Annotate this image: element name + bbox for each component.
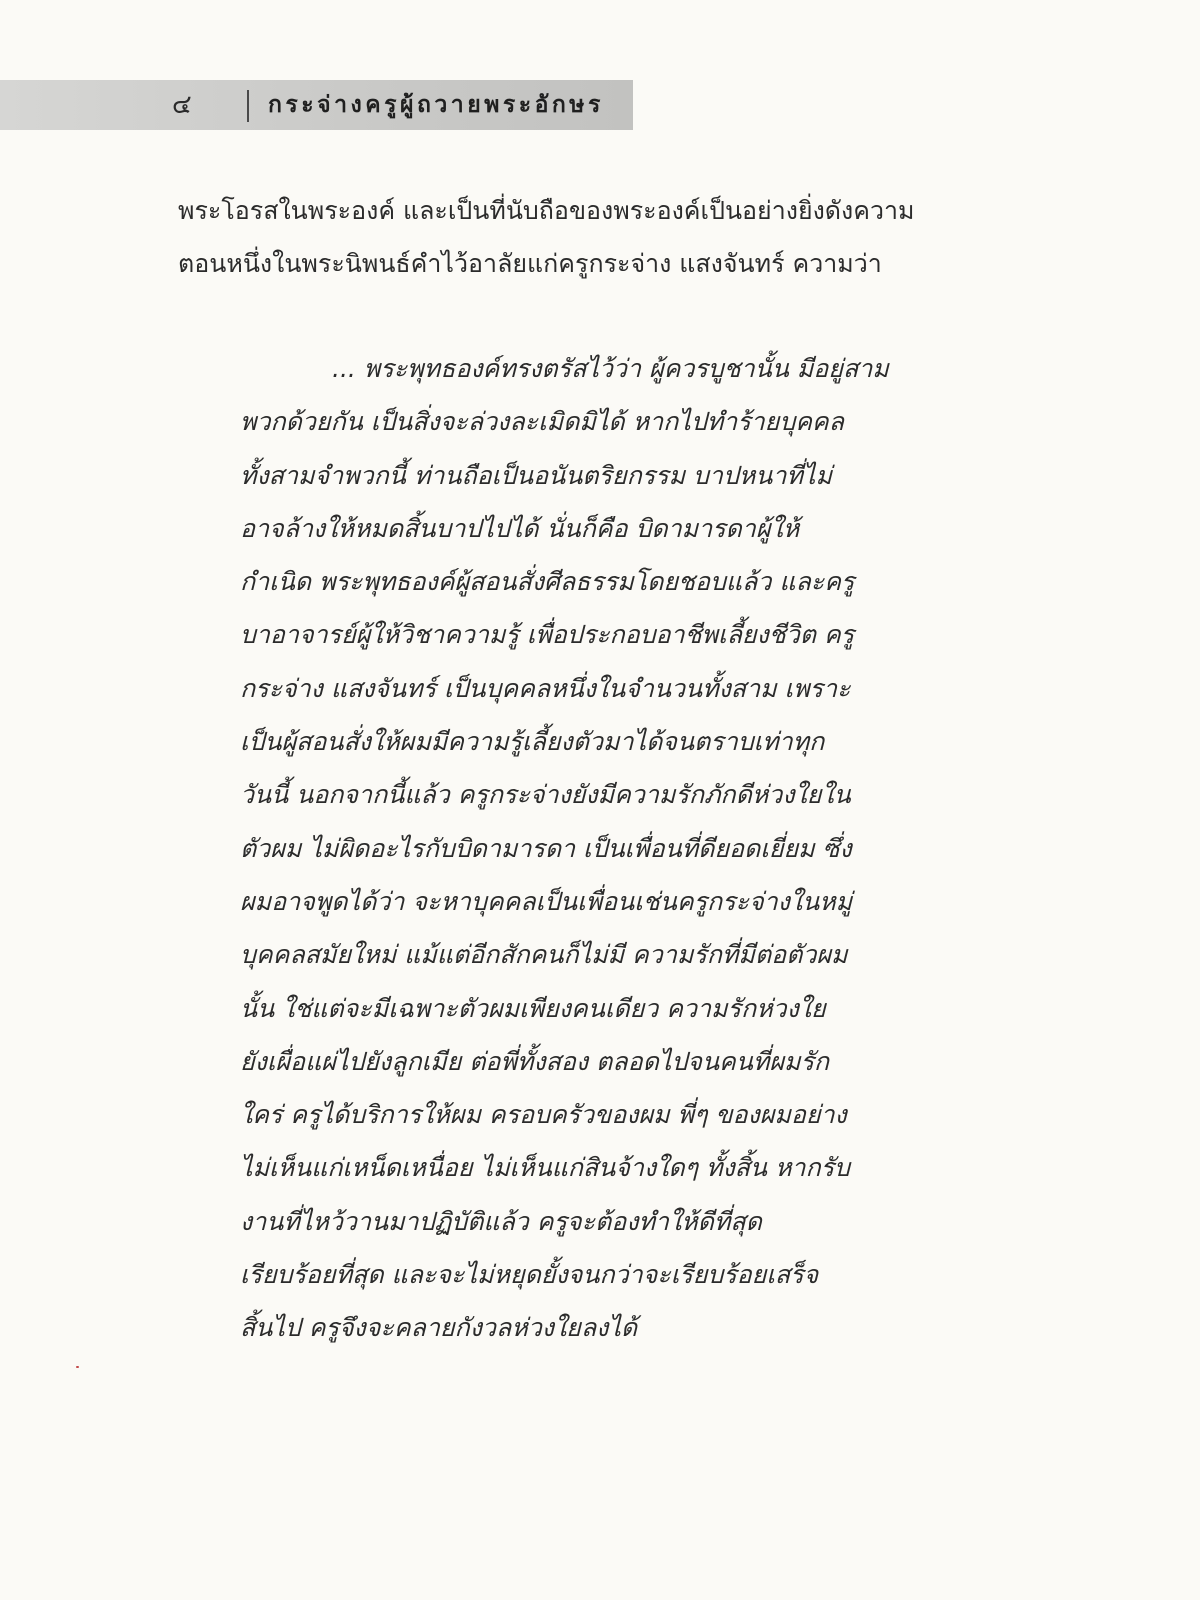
quote-line: สิ้นไป ครูจึงจะคลายกังวลห่วงใยลงได้ <box>240 1313 638 1343</box>
running-title: กระจ่างครูผู้ถวายพระอักษร <box>268 92 604 118</box>
quote-line: กำเนิด พระพุทธองค์ผู้สอนสั่งศีลธรรมโดยชอบแล้ว และครู <box>240 567 855 597</box>
quote-line: ผมอาจพูดได้ว่า จะหาบุคคลเป็นเพื่อนเช่นครูกระจ่างในหมู่ <box>240 886 853 916</box>
intro-line: ตอนหนึ่งในพระนิพนธ์คำไว้อาลัยแก่ครูกระจ่าง แสงจันทร์ ความว่า <box>178 249 882 278</box>
quoted-passage <box>240 342 1040 1355</box>
quote-line: พวกด้วยกัน เป็นสิ่งจะล่วงละเมิดมิได้ หากไปทำร้ายบุคคล <box>240 407 844 437</box>
quote-line: บุคคลสมัยใหม่ แม้แต่อีกสักคนก็ไม่มี ความรักที่มีต่อตัวผม <box>240 940 848 970</box>
running-header <box>0 80 633 130</box>
intro-paragraph <box>178 184 1078 290</box>
quote-line: ทั้งสามจำพวกนี้ ท่านถือเป็นอนันตริยกรรม บาปหนาที่ไม่ <box>240 460 832 490</box>
quote-line: ตัวผม ไม่ผิดอะไรกับบิดามารดา เป็นเพื่อนที่ดียอดเยี่ยม ซึ่ง <box>240 833 852 863</box>
quote-line: อาจล้างให้หมดสิ้นบาปไปได้ นั่นก็คือ บิดามารดาผู้ให้ <box>240 513 800 543</box>
quote-line: ไม่เห็นแก่เหน็ดเหนื่อย ไม่เห็นแก่สินจ้างใดๆ ทั้งสิ้น หากรับ <box>240 1153 850 1183</box>
quote-line: เรียบร้อยที่สุด และจะไม่หยุดยั้งจนกว่าจะเรียบร้อยเสร็จ <box>240 1260 819 1290</box>
header-divider <box>247 90 249 122</box>
quote-line: นั้น ใช่แต่จะมีเฉพาะตัวผมเพียงคนเดียว ความรักห่วงใย <box>240 993 826 1023</box>
quote-line: กระจ่าง แสงจันทร์ เป็นบุคคลหนึ่งในจำนวนทั้งสาม เพราะ <box>240 673 851 703</box>
quote-line: วันนี้ นอกจากนี้แล้ว ครูกระจ่างยังมีความรักภักดีห่วงใยใน <box>240 780 851 810</box>
quote-line: บาอาจารย์ผู้ให้วิชาความรู้ เพื่อประกอบอาชีพเลี้ยงชีวิต ครู <box>240 620 855 650</box>
quote-line: งานที่ไหว้วานมาปฏิบัติแล้ว ครูจะต้องทำให้ดีที่สุด <box>240 1206 762 1236</box>
quote-line: ... พระพุทธองค์ทรงตรัสไว้ว่า ผู้ควรบูชานั้น มีอยู่สาม <box>332 354 889 383</box>
print-speck <box>76 1366 79 1368</box>
quote-line: ยังเผื่อแผ่ไปยังลูกเมีย ต่อพี่ทั้งสอง ตลอดไปจนคนที่ผมรัก <box>240 1046 830 1076</box>
quote-line: ใคร่ ครูได้บริการให้ผม ครอบครัวของผม พี่ๆ ของผมอย่าง <box>240 1100 847 1130</box>
quote-line: เป็นผู้สอนสั่งให้ผมมีความรู้เลี้ยงตัวมาได้จนตราบเท่าทุก <box>240 727 825 757</box>
intro-line: พระโอรสในพระองค์ และเป็นที่นับถือของพระองค์เป็นอย่างยิ่งดังความ <box>178 196 915 225</box>
page-number: ๔ <box>172 90 192 120</box>
